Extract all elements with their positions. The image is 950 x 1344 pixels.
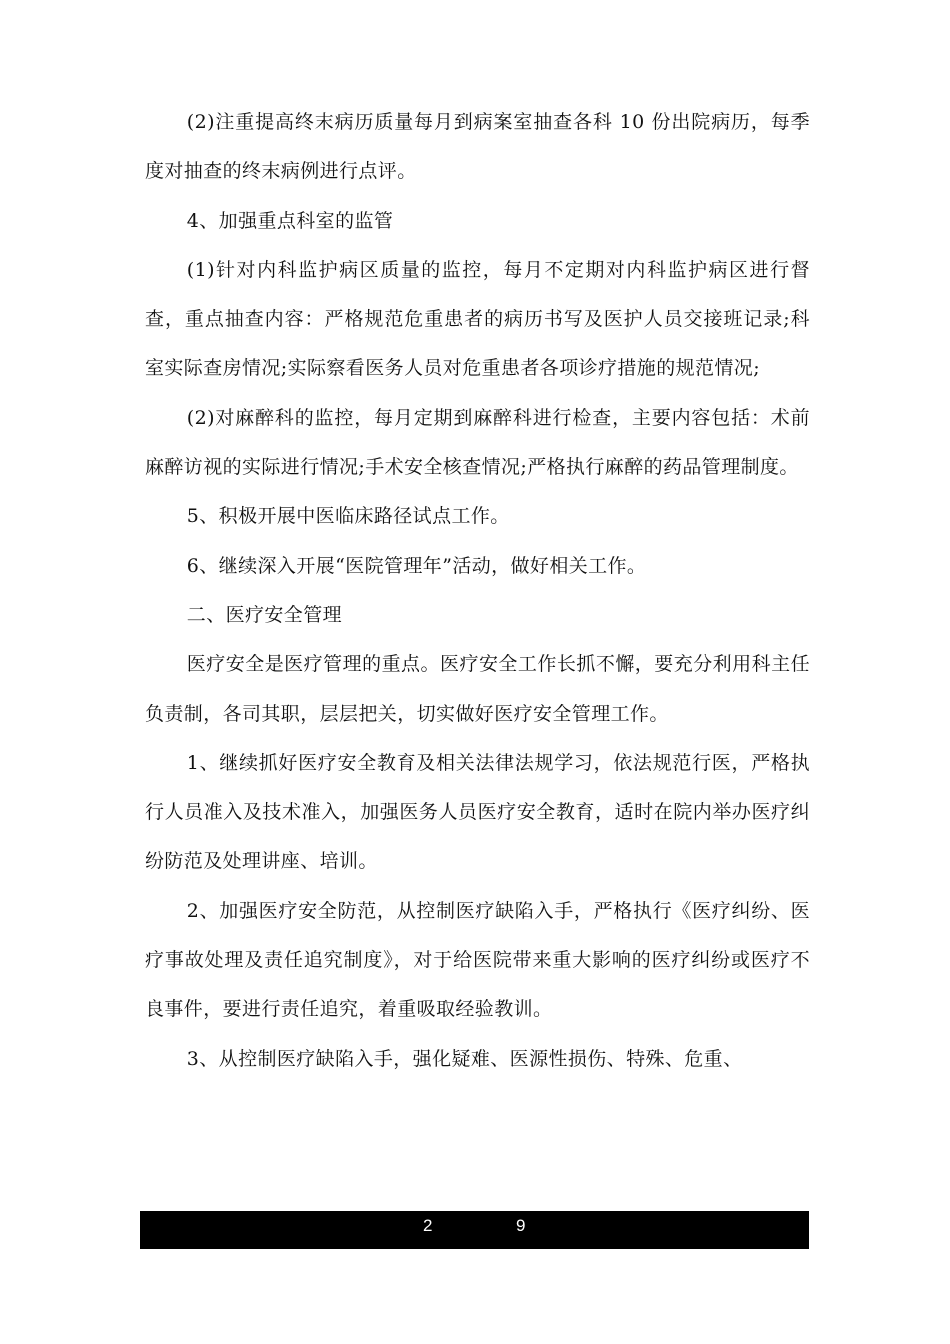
document-body [145, 98, 810, 1084]
paragraph-safety-prevention: 2、加强医疗安全防范，从控制医疗缺陷入手，严格执行《医疗纠纷、医疗事故处理及责任追究制度》，对于给医院带来重大影响的医疗纠纷或医疗不良事件，要进行责任追究，着重吸取经验教训。 [145, 899, 810, 1021]
paragraph-clinical-pathway: 5、积极开展中医临床路径试点工作。 [186, 505, 510, 528]
paragraph-hospital-management-year: 6、继续深入开展“医院管理年”活动，做好相关工作。 [186, 554, 647, 577]
paragraph-defect-control: 3、从控制医疗缺陷入手，强化疑难、医源性损伤、特殊、危重、 [186, 1047, 743, 1070]
page-number-current: 2 [423, 1216, 433, 1235]
paragraph-icu-monitoring: (1)针对内科监护病区质量的监控，每月不定期对内科监护病区进行督查，重点抽查内容：严格规范危重患者的病历书写及医护人员交接班记录;科室实际查房情况;实际察看医务人员对危重患者各项诊疗措施的规范情况; [145, 258, 810, 380]
paragraph-safety-education: 1、继续抓好医疗安全教育及相关法律法规学习，依法规范行医，严格执行人员准入及技术准入，加强医务人员医疗安全教育，适时在院内举办医疗纠纷防范及处理讲座、培训。 [145, 751, 810, 873]
paragraph-medical-record-quality: (2)注重提高终末病历质量每月到病案室抽查各科 10 份出院病历，每季度对抽查的终末病例进行点评。 [145, 111, 810, 183]
page-number-total: 9 [516, 1216, 526, 1235]
page-footer-bar [140, 1211, 809, 1249]
paragraph-anesthesia-monitoring: (2)对麻醉科的监控，每月定期到麻醉科进行检查，主要内容包括：术前麻醉访视的实际进行情况;手术安全核查情况;严格执行麻醉的药品管理制度。 [145, 406, 810, 479]
heading-key-department-supervision: 4、加强重点科室的监管 [186, 209, 394, 232]
paragraph-medical-safety-intro: 医疗安全是医疗管理的重点。医疗安全工作长抓不懈，要充分利用科主任负责制，各司其职，层层把关，切实做好医疗安全管理工作。 [145, 653, 810, 725]
heading-medical-safety-management: 二、医疗安全管理 [186, 603, 342, 626]
